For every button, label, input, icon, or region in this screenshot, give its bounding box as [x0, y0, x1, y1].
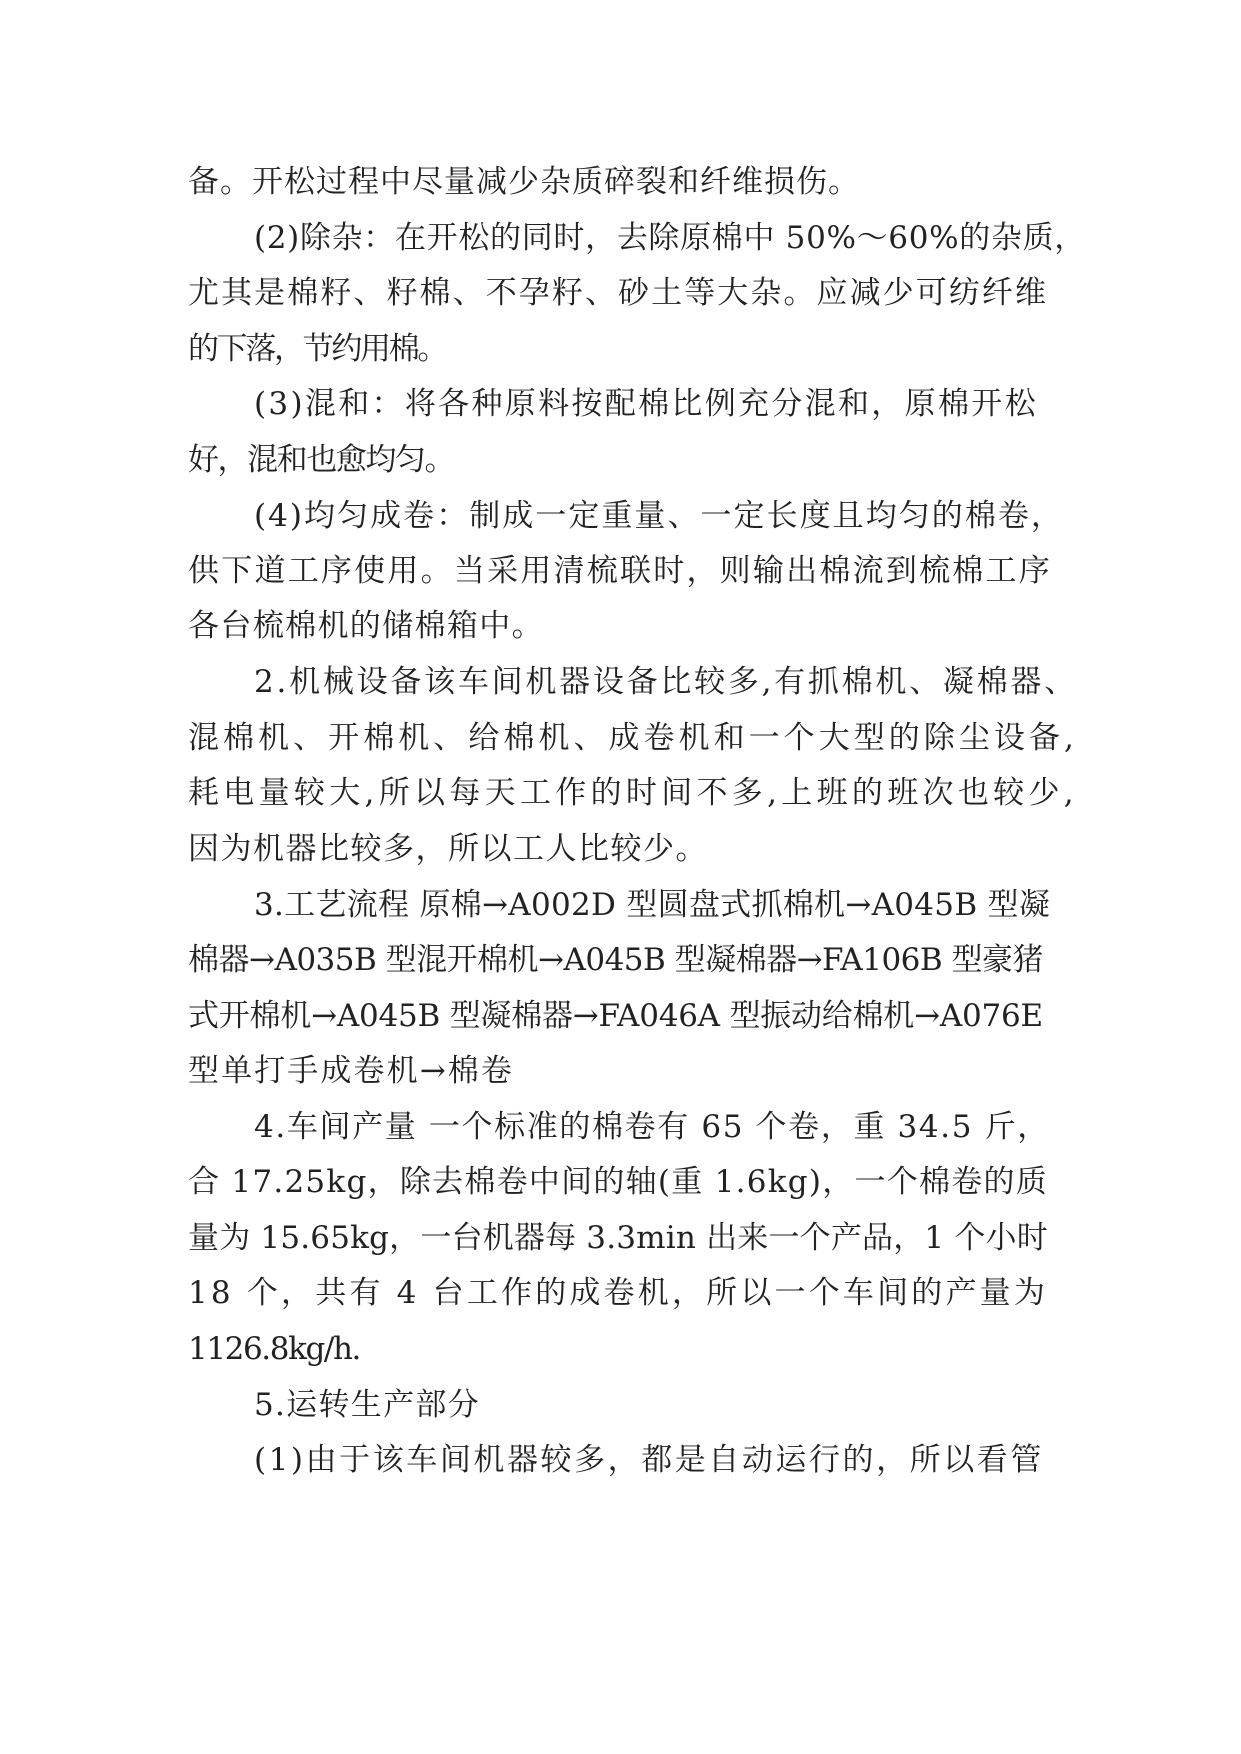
paragraph-line: 各台梳棉机的储棉箱中。: [188, 608, 544, 644]
paragraph-line: (3)混和：将各种原料按配棉比例充分混和，原棉开松: [254, 386, 1038, 422]
paragraph-line: 供下道工序使用。当采用清梳联时，则输出棉流到梳棉工序: [188, 553, 1052, 589]
paragraph-line: 合 17.25kg，除去棉卷中间的轴(重 1.6kg)，一个棉卷的质: [188, 1164, 1049, 1200]
paragraph-line: (4)均匀成卷：制成一定重量、一定长度且均匀的棉卷，: [254, 498, 1064, 534]
paragraph-line: 因为机器比较多，所以工人比较少。: [188, 831, 708, 867]
paragraph-line: 耗电量较大,所以每天工作的时间不多,上班的班次也较少,: [188, 775, 1078, 811]
paragraph-line: (1)由于该车间机器较多，都是自动运行的，所以看管: [254, 1442, 1044, 1478]
paragraph-line: 型单打手成卷机→棉卷: [188, 1053, 514, 1089]
paragraph-line: 5.运转生产部分: [254, 1387, 480, 1423]
paragraph-line: 好，混和也愈均匀。: [188, 442, 455, 478]
paragraph-line: 棉器→A035B 型混开棉机→A045B 型凝棉器→FA106B 型豪猪: [188, 942, 1043, 978]
paragraph-line: 2.机械设备该车间机器设备比较多,有抓棉机、凝棉器、: [254, 664, 1078, 700]
paragraph-line: 4.车间产量 一个标准的棉卷有 65 个卷，重 34.5 斤，: [254, 1109, 1050, 1145]
paragraph-line: 量为 15.65kg，一台机器每 3.3min 出来一个产品，1 个小时: [188, 1220, 1048, 1256]
paragraph-line: 备。开松过程中尽量减少杂质碎裂和纤维损伤。: [188, 164, 860, 200]
paragraph-line: 式开棉机→A045B 型凝棉器→FA046A 型振动给棉机→A076E: [188, 998, 1043, 1034]
paragraph-line: 的下落，节约用棉。: [188, 331, 447, 367]
paragraph-line: 18 个，共有 4 台工作的成卷机，所以一个车间的产量为: [188, 1275, 1049, 1311]
paragraph-line: (2)除杂：在开松的同时，去除原棉中 50%～60%的杂质，: [254, 220, 1086, 256]
paragraph-line: 混棉机、开棉机、给棉机、成卷机和一个大型的除尘设备,: [188, 720, 1078, 756]
paragraph-line: 尤其是棉籽、籽棉、不孕籽、砂土等大杂。应减少可纺纤维: [188, 275, 1049, 311]
paragraph-line: 3.工艺流程 原棉→A002D 型圆盘式抓棉机→A045B 型凝: [254, 887, 1051, 923]
paragraph-line: 1126.8kg/h.: [188, 1331, 360, 1367]
